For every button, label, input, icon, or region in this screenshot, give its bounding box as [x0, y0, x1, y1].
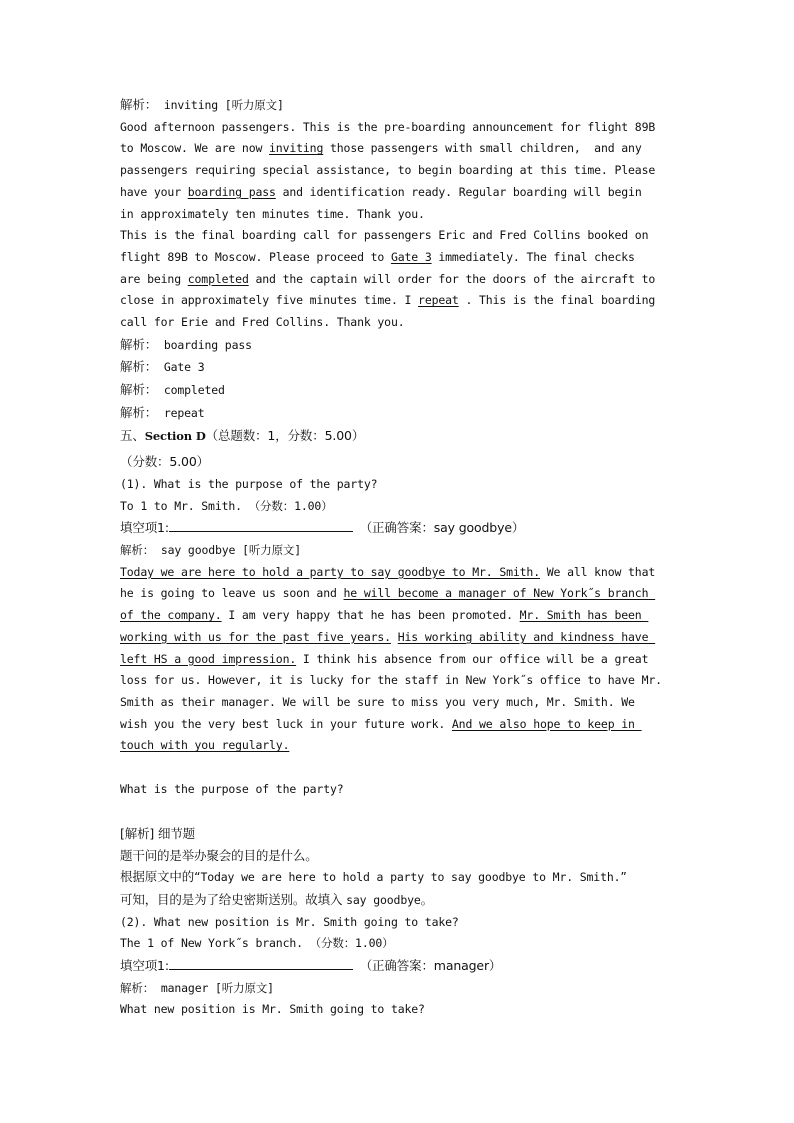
analysis-line: 解析： completed — [120, 382, 225, 398]
transcript-line: touch with you regularly. — [120, 738, 290, 753]
underlined-answer: repeat — [418, 293, 459, 308]
transcript-line: This is the final boarding call for passengers Eric and Fred Collins booked on — [120, 228, 649, 243]
question-2-prompt: The 1 of New York˝s branch. （分数：1.00） — [120, 936, 394, 951]
transcript-line: have your boarding pass and identification ready. Regular boarding will begin — [120, 184, 642, 199]
transcript-line: close in approximately five minutes time. I repeat . This is the final boarding — [120, 293, 656, 308]
analysis-title: 解析： inviting [听力原文] — [120, 97, 284, 112]
transcript-line: in approximately ten minutes time. Thank you. — [120, 206, 425, 221]
answer-line: 填空项1: （正确答案：manager） — [120, 958, 502, 974]
transcript-line: Good afternoon passengers. This is the pre-boarding announcement for flight 89B — [120, 119, 656, 134]
analysis-line: 解析： manager [听力原文] — [120, 980, 274, 995]
underlined-answer: inviting — [269, 141, 324, 156]
transcript-line: flight 89B to Moscow. Please proceed to Gate 3 immediately. The final checks — [120, 249, 635, 264]
transcript-line: of the company. I am very happy that he has been promoted. Mr. Smith has been — [120, 608, 649, 623]
explanation-line: 根据原文中的“Today we are here to hold a party to say goodbye to Mr. Smith.” — [120, 869, 627, 885]
explanation-line: 可知，目的是为了给史密斯送别。故填入 say goodbye。 — [120, 891, 433, 907]
transcript-line: call for Erie and Fred Collins. Thank you. — [120, 315, 405, 330]
transcript-line: wish you the very best luck in your future work. And we also hope to keep in — [120, 716, 642, 731]
transcript-line: Today we are here to hold a party to say goodbye to Mr. Smith. We all know that — [120, 564, 656, 579]
section-score: （分数：5.00） — [120, 454, 209, 470]
answer-blank[interactable] — [169, 957, 353, 970]
analysis-line: 解析： boarding pass — [120, 336, 252, 352]
underlined-answer: boarding pass — [187, 184, 276, 199]
question-2: (2). What new position is Mr. Smith going to take? — [120, 914, 459, 929]
question-1-prompt: To 1 to Mr. Smith. （分数：1.00） — [120, 498, 333, 513]
transcript-line: Smith as their manager. We will be sure to miss you very much, Mr. Smith. We — [120, 694, 635, 709]
analysis-line: 解析： repeat — [120, 404, 205, 420]
question-repeat: What is the purpose of the party? — [120, 782, 344, 797]
transcript-line: he is going to leave us soon and he will become a manager of New York˝s branch — [120, 586, 656, 601]
question-1: (1). What is the purpose of the party? — [120, 476, 378, 491]
explanation-heading: [解析] 细节题 — [120, 825, 196, 841]
transcript-line: are being completed and the captain will order for the doors of the aircraft to — [120, 271, 656, 286]
analysis-line: 解析： say goodbye [听力原文] — [120, 543, 302, 558]
section-heading: 五、Section D（总题数：1，分数：5.00） — [120, 427, 365, 443]
transcript-line: left HS a good impression. I think his absence from our office will be a great — [120, 651, 649, 666]
underlined-answer: completed — [187, 271, 249, 286]
transcript-line: to Moscow. We are now inviting those passengers with small children, and any — [120, 141, 642, 156]
transcript-line: passengers requiring special assistance, to begin boarding at this time. Please — [120, 163, 656, 178]
underlined-answer: Gate 3 — [390, 249, 432, 264]
transcript-line: What new position is Mr. Smith going to take? — [120, 1002, 425, 1017]
transcript-line: loss for us. However, it is lucky for the staff in New York˝s office to have Mr. — [120, 673, 662, 688]
explanation-line: 题干问的是举办聚会的目的是什么。 — [120, 847, 318, 863]
answer-line: 填空项1: （正确答案：say goodbye） — [120, 520, 525, 536]
document-page — [120, 94, 680, 1021]
transcript-line: working with us for the past five years. His working ability and kindness have — [120, 629, 656, 644]
answer-blank[interactable] — [169, 519, 353, 532]
analysis-line: 解析： Gate 3 — [120, 359, 205, 375]
